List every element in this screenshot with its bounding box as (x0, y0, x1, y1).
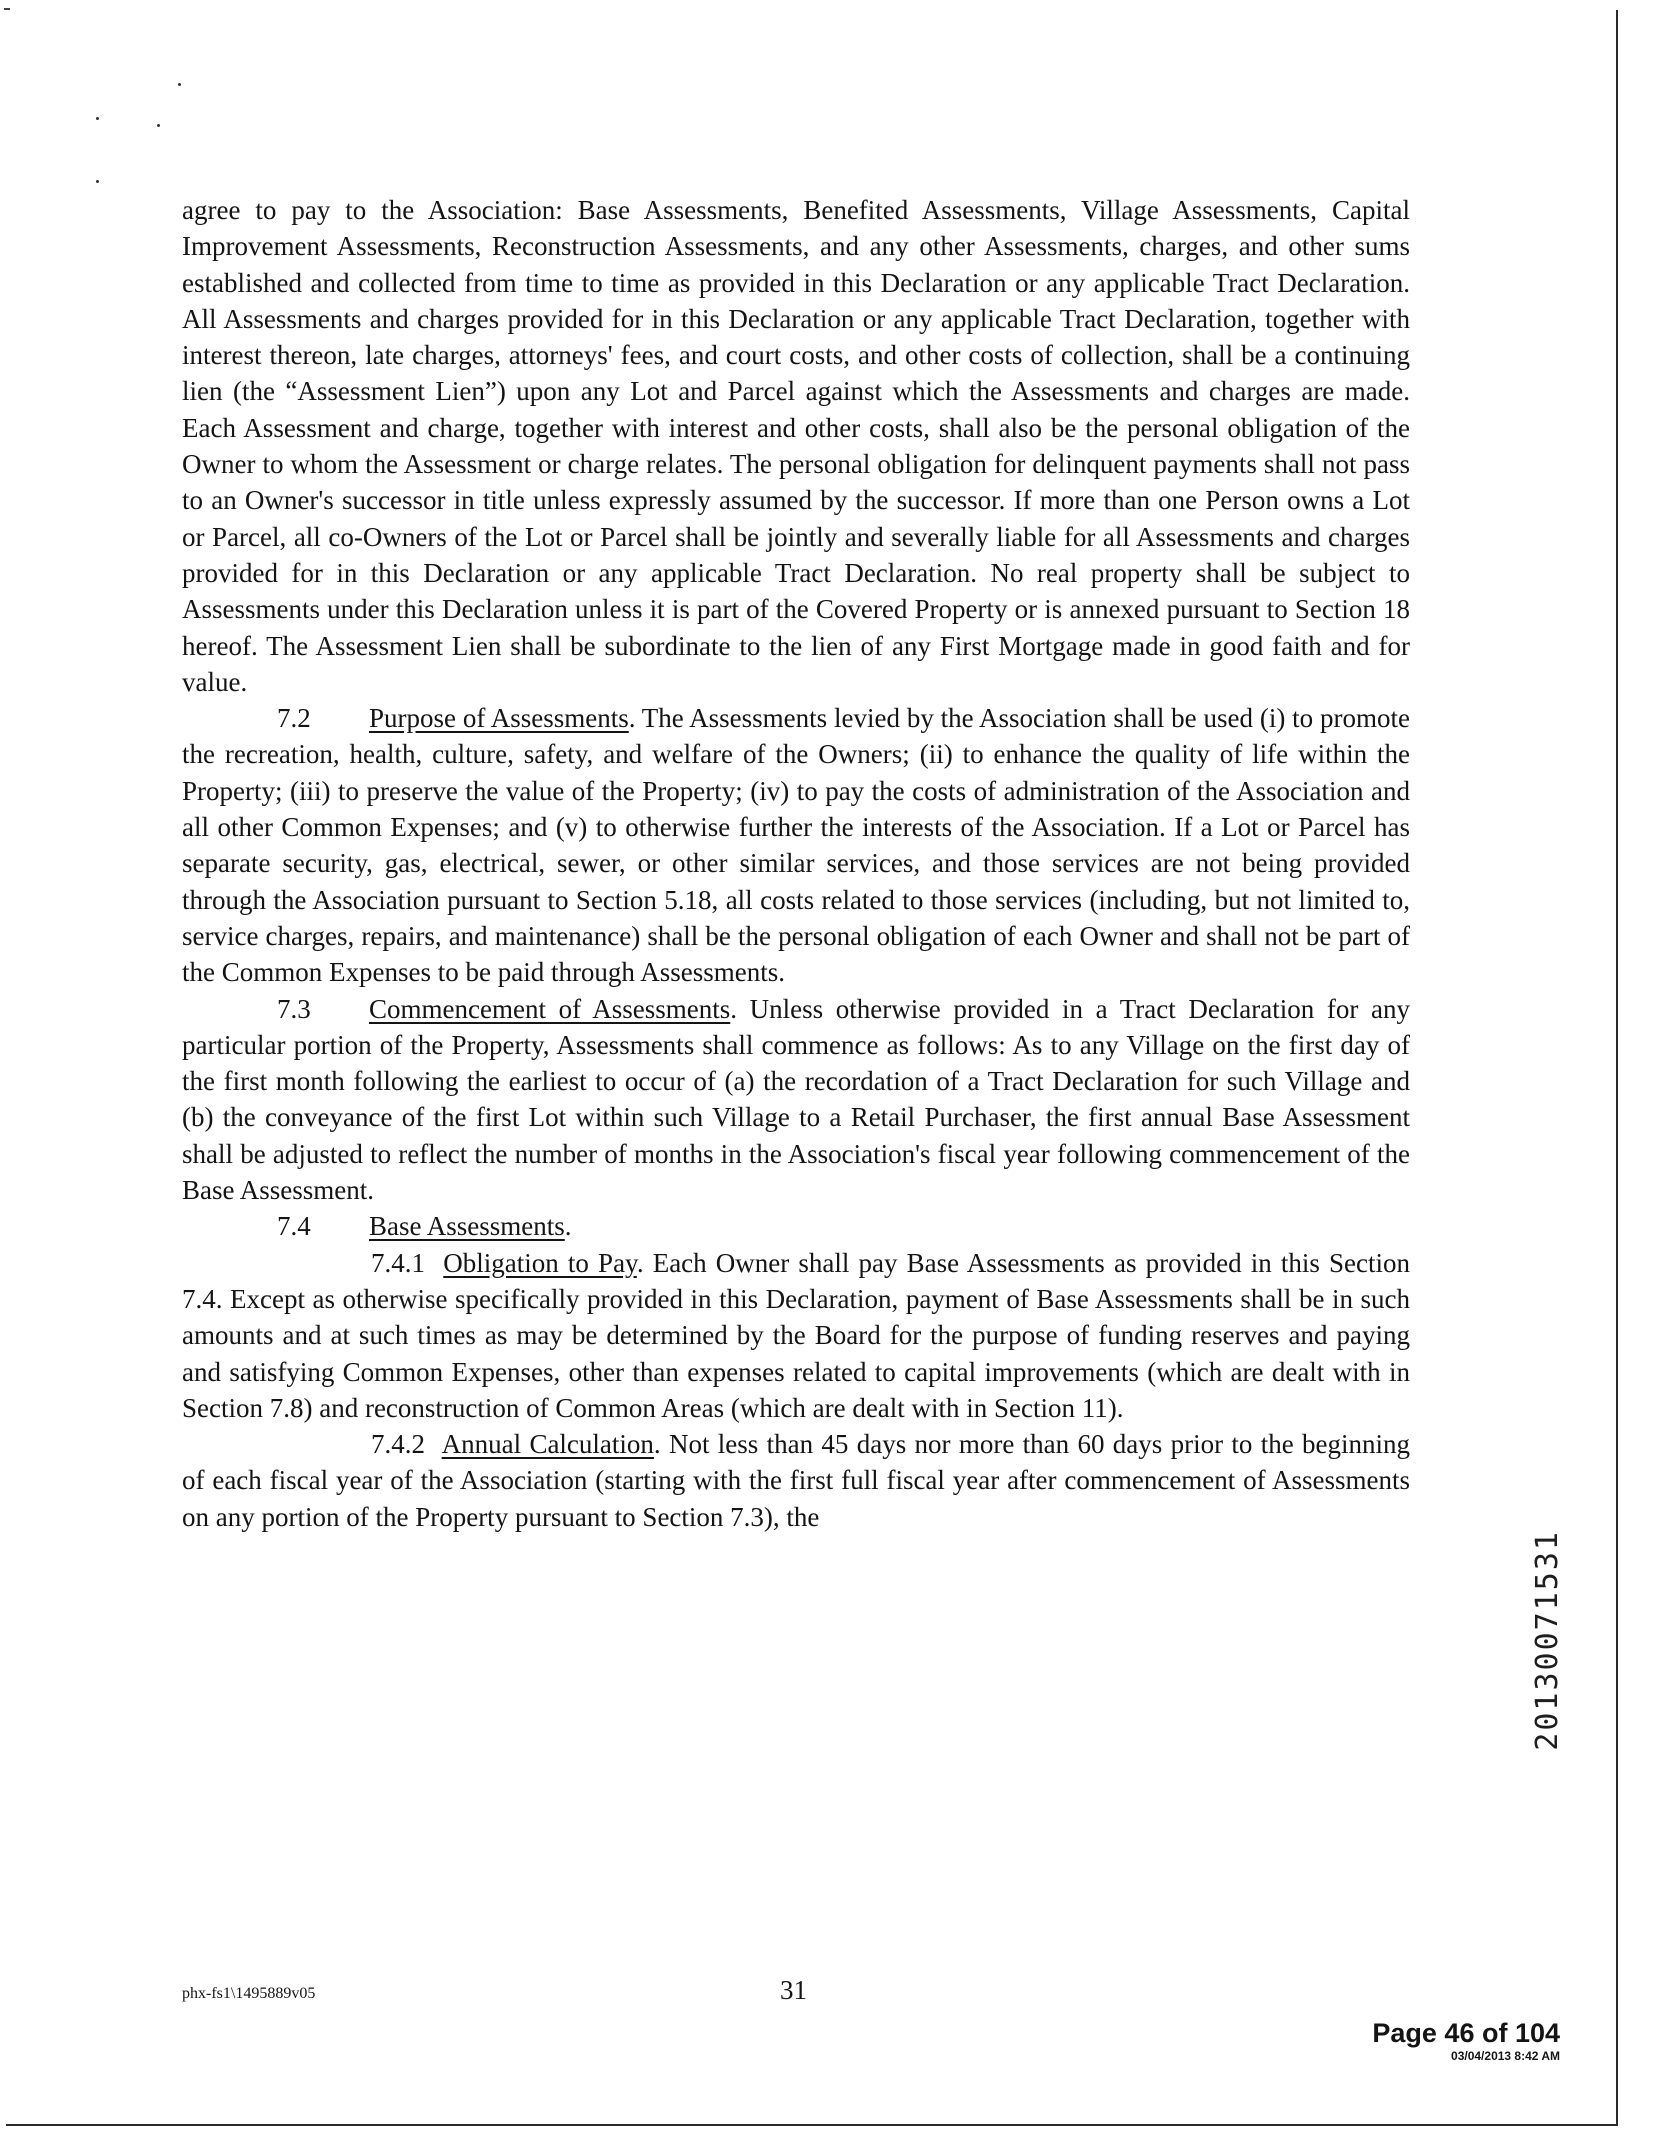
section-7-4-1 (182, 1245, 1410, 1426)
recorder-stamp (1320, 2018, 1560, 2064)
section-7-4-2 (182, 1426, 1410, 1535)
section-number: 7.3 (277, 993, 311, 1024)
section-heading: Base Assessments (369, 1211, 565, 1242)
section-heading: Commencement of Assessments (369, 993, 731, 1024)
stamp-datetime: 03/04/2013 8:42 AM (1451, 2049, 1560, 2063)
page-border-bottom (6, 2124, 1618, 2126)
scan-mark (4, 8, 10, 10)
section-7-3 (182, 991, 1410, 1209)
footer-document-code: phx-fs1\1495889v05 (182, 1985, 316, 2002)
footer-page-number: 31 (780, 1975, 807, 2005)
recording-number: 20130071531 (1530, 1530, 1565, 1751)
page-border-right (1616, 10, 1618, 2125)
section-heading: Annual Calculation (441, 1429, 654, 1460)
section-heading-tail: . (564, 1211, 572, 1242)
section-text: . Unless otherwise provided in a Tract Declaration for any particular portion of the Property, Assessments shall commence as follows: As to any Village on the first day of the first month following the earliest to occur of (a) the recordation of a Tract Declaration for such Village and (b) the conveyance of the first Lot within such Village to a Retail Purchaser, the first annual Base Assessment shall be adjusted to reflect the number of months in the Association's fiscal year following commencement of the Base Assessment. (182, 993, 1411, 1206)
section-text: . Each Owner shall pay Base Assessments as provided in this Section 7.4. Except as otherwise specifically provided in this Declaration, payment of Base Assessments shall be in such amounts and at such times as may be determined by the Board for the purpose of funding reserves and paying and satisfying Common Expenses, other than expenses related to capital improvements (which are dealt with in Section 7.8) and reconstruction of Common Areas (which are dealt with in Section 11). (182, 1247, 1410, 1423)
scan-speck (96, 180, 99, 183)
section-number: 7.4.2 (371, 1429, 425, 1460)
declaration-body (182, 192, 1410, 1535)
section-heading: Obligation to Pay (443, 1247, 637, 1278)
section-7-4 (182, 1208, 1410, 1244)
section-number: 7.4.1 (371, 1247, 425, 1278)
section-number: 7.2 (277, 703, 311, 734)
section-number: 7.4 (277, 1211, 311, 1242)
section-text: . Not less than 45 days nor more than 60 days prior to the beginning of each fiscal year of the Association (starting with the first full fiscal year after commencement of Assessments on any portion of the Property pursuant to Section 7.3), the (182, 1429, 1411, 1532)
scan-speck (157, 124, 160, 127)
section-7-2 (182, 700, 1410, 990)
section-text: . The Assessments levied by the Association shall be used (i) to promote the recreation, health, culture, safety, and welfare of the Owners; (ii) to enhance the quality of life within the Property; (iii) to preserve the value of the Property; (iv) to pay the costs of administration of the Association and all other Common Expenses; and (v) to otherwise further the interests of the Association. If a Lot or Parcel has separate security, gas, electrical, sewer, or other similar services, and those services are not being provided through the Association pursuant to Section 5.18, all costs related to those services (including, but not limited to, service charges, repairs, and maintenance) shall be the personal obligation of each Owner and shall not be part of the Common Expenses to be paid through Assessments. (182, 703, 1410, 988)
stamp-page-label: Page 46 of 104 (1372, 2018, 1560, 2048)
paragraph-assessment-lien: agree to pay to the Association: Base Assessments, Benefited Assessments, Village Assessments, Capital Improvement Assessments, Reconstruction Assessments, and any other Assessments, charges, and other sums established and collected from time to time as provided in this Declaration or any applicable Tract Declaration. All Assessments and charges provided for in this Declaration or any applicable Tract Declaration, together with interest thereon, late charges, attorneys' fees, and court costs, and other costs of collection, shall be a continuing lien (the “Assessment Lien”) upon any Lot and Parcel against which the Assessments and charges are made. Each Assessment and charge, together with interest and other costs, shall also be the personal obligation of the Owner to whom the Assessment or charge relates. The personal obligation for delinquent payments shall not pass to an Owner's successor in title unless expressly assumed by the successor. If more than one Person owns a Lot or Parcel, all co-Owners of the Lot or Parcel shall be jointly and severally liable for all Assessments and charges provided for in this Declaration or any applicable Tract Declaration. No real property shall be subject to Assessments under this Declaration unless it is part of the Covered Property or is annexed pursuant to Section 18 hereof. The Assessment Lien shall be subordinate to the lien of any First Mortgage made in good faith and for value. (182, 195, 1410, 697)
scan-speck (178, 83, 181, 86)
scan-speck (96, 117, 99, 120)
section-heading: Purpose of Assessments (369, 703, 629, 734)
